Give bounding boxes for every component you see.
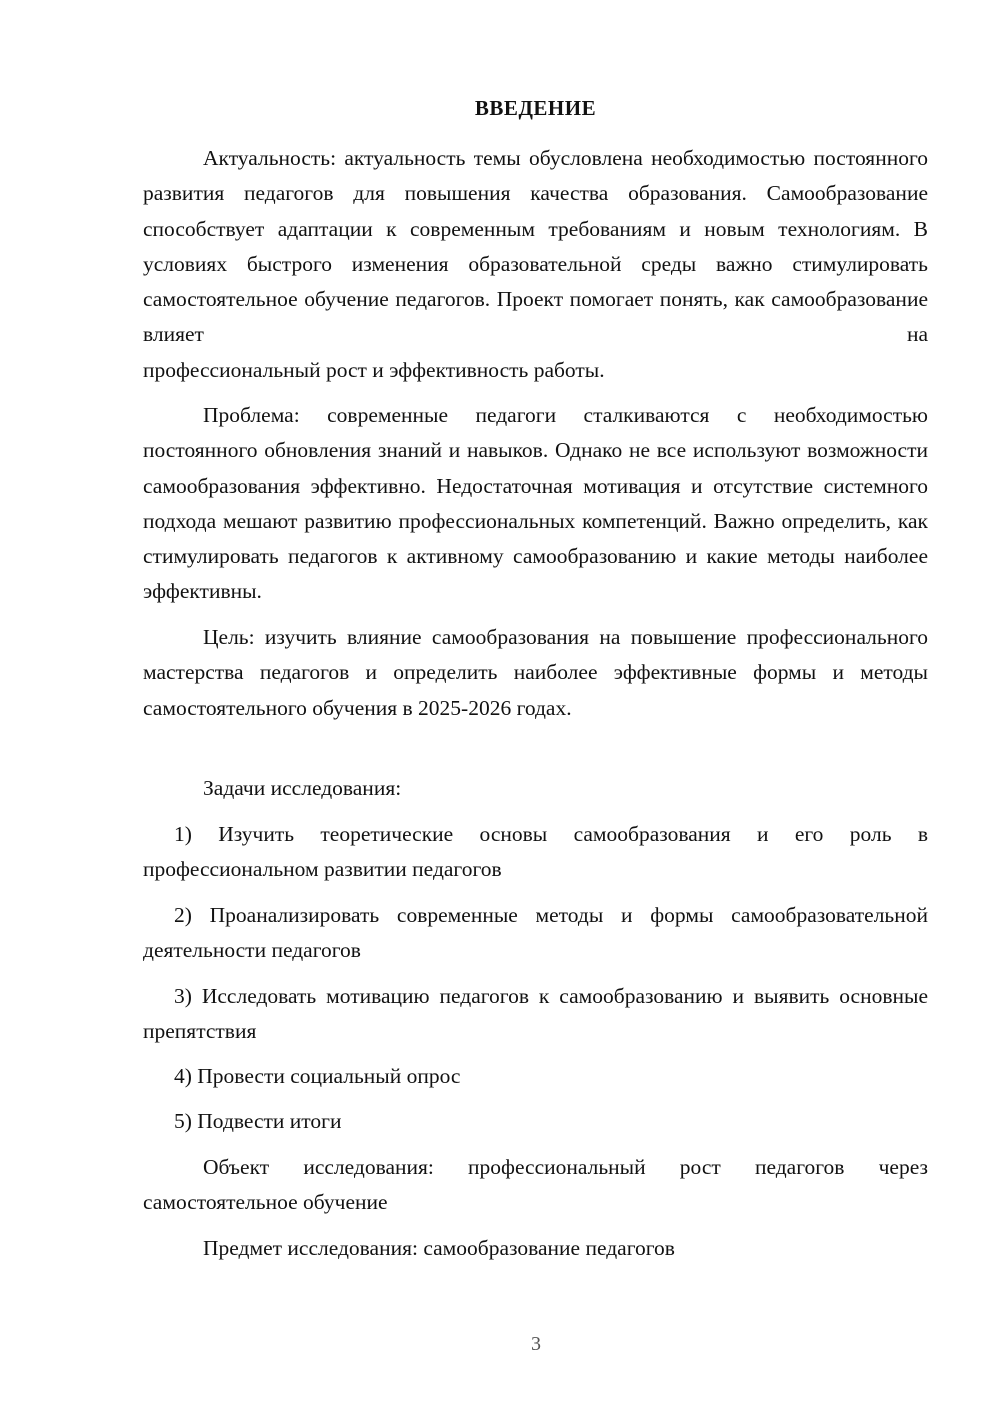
task-item-5: 5) Подвести итоги	[174, 1109, 342, 1133]
page-number: 3	[531, 1333, 541, 1355]
tasks-heading: Задачи исследования:	[203, 776, 402, 800]
page-title: ВВЕДЕНИЕ	[474, 96, 597, 120]
actuality-last-line: профессиональный рост и эффективность работы.	[143, 357, 605, 382]
task-item-2: 2) Проанализировать современные методы и формы самообразовательной деятельности педагогов	[143, 903, 928, 963]
subject-paragraph: Предмет исследования: самообразование педагогов	[203, 1236, 675, 1260]
actuality-paragraph	[143, 141, 928, 388]
problem-paragraph: Проблема: современные педагоги сталкиваются с необходимостью постоянного обновления знаний и навыков. Однако не все используют возможности самообразования эффективно. Недостаточная мотивация и отсутствие системного подхода мешают развитию профессиональных компетенций. Важно определить, как стимулировать педагогов к активному самообразованию и какие методы наиболее эффективны.	[143, 403, 928, 604]
object-paragraph: Объект исследования: профессиональный рост педагогов через самостоятельное обучение	[143, 1155, 928, 1215]
task-item-3: 3) Исследовать мотивацию педагогов к самообразованию и выявить основные препятствия	[143, 984, 928, 1044]
goal-paragraph: Цель: изучить влияние самообразования на повышение профессионального мастерства педагогов и определить наиболее эффективные формы и методы самостоятельного обучения в 2025-2026 годах.	[143, 625, 928, 720]
task-item-4: 4) Провести социальный опрос	[174, 1064, 461, 1088]
actuality-text: Актуальность: актуальность темы обусловлена необходимостью постоянного развития педагогов для повышения качества образования. Самообразование способствует адаптации к современным требованиям и новым технологиям. В условиях быстрого изменения образовательной среды важно стимулировать самостоятельное обучение педагогов. Проект помогает понять, как самообразование влияет на	[143, 146, 928, 347]
task-item-1: 1) Изучить теоретические основы самообразования и его роль в профессиональном развитии педагогов	[143, 822, 928, 882]
